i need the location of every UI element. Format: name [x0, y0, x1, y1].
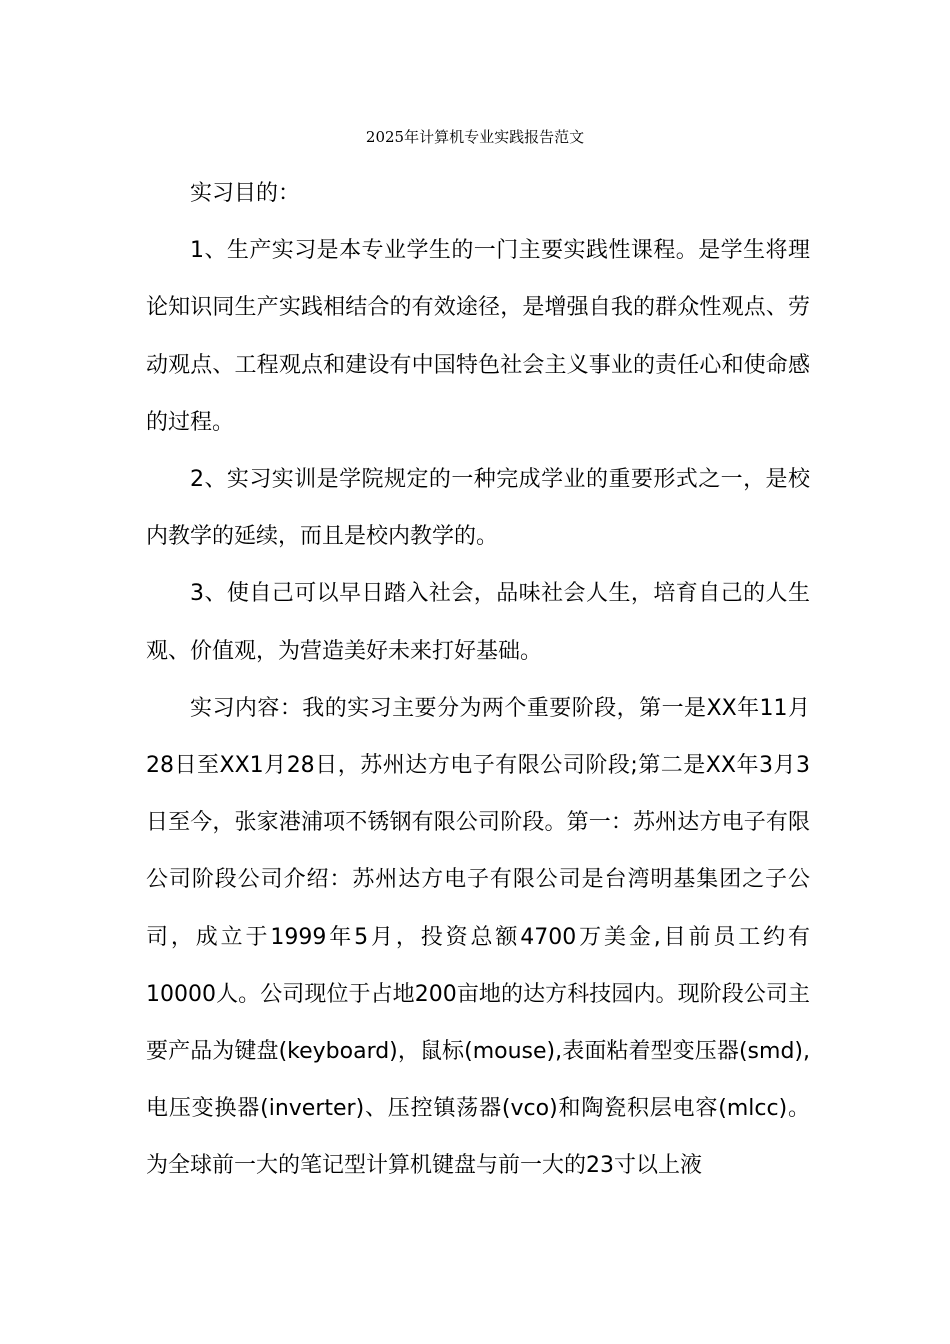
paragraph-purpose-heading: 实习目的：	[190, 181, 301, 206]
document-title: 2025年计算机专业实践报告范文	[365, 128, 585, 146]
paragraph-purpose-2: 2、实习实训是学院规定的一种完成学业的重要形式之一，是校内教学的延续，而且是校内教学的。	[146, 467, 810, 550]
paragraph-purpose-1: 1、生产实习是本专业学生的一门主要实践性课程。是学生将理论知识同生产实践相结合的有效途径，是增强自我的群众性观点、劳动观点、工程观点和建设有中国特色社会主义事业的责任心和使命感的过程。	[146, 238, 810, 435]
paragraph-purpose-3: 3、使自己可以早日踏入社会，品味社会人生，培育自己的人生观、价值观，为营造美好未来打好基础。	[146, 581, 810, 664]
paragraph-internship-content: 实习内容：我的实习主要分为两个重要阶段，第一是XX年11月28日至XX1月28日，苏州达方电子有限公司阶段;第二是XX年3月3日至今，张家港浦项不锈钢有限公司阶段。第一：苏州达方电子有限公司阶段公司介绍：苏州达方电子有限公司是台湾明基集团之子公司，成立于1999年5月，投资总额4700万美金,目前员工约有10000人。公司现位于占地200亩地的达方科技园内。现阶段公司主要产品为键盘(keyboard)，鼠标(mouse),表面粘着型变压器(smd),电压变换器(inverter)、压控镇荡器(vco)和陶瓷积层电容(mlcc)。为全球前一大的笔记型计算机键盘与前一大的23寸以上液	[146, 695, 810, 1179]
document-body	[146, 165, 810, 1195]
